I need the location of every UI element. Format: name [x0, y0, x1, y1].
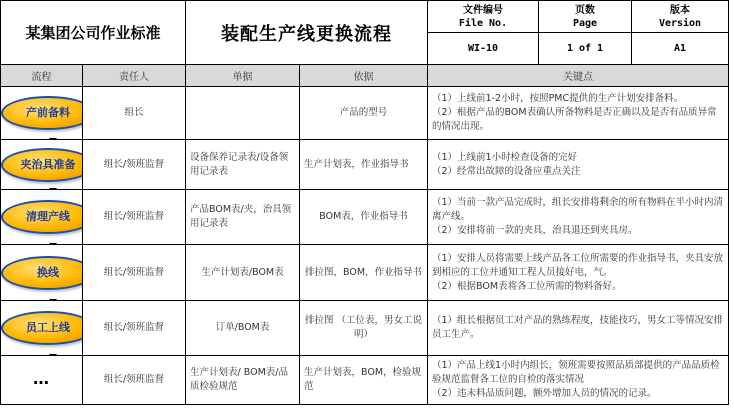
document-title: 装配生产线更换流程 — [186, 1, 428, 65]
version-value: A1 — [632, 33, 729, 65]
column-header-row — [1, 65, 729, 87]
basis-cell: 产品的型号 — [300, 87, 428, 140]
basis-cell: 排拉图 （工位表，男女工说明） — [300, 301, 428, 356]
col-header-documents: 单据 — [186, 65, 300, 87]
table-row — [1, 87, 729, 140]
flow-step-oval: 员工上线 — [1, 311, 83, 345]
flow-step-cell — [1, 356, 83, 405]
header-row-1 — [1, 1, 729, 33]
owner-cell: 组长/领班监督 — [83, 356, 186, 405]
flow-step-cell — [1, 245, 83, 301]
keypoints-cell — [428, 356, 729, 405]
flow-step-oval: 夹治具准备 — [1, 148, 83, 182]
flow-step-oval: 清理产线 — [1, 200, 83, 234]
keypoints-cell — [428, 245, 729, 301]
keypoint: （2）安排将前一款的夹具，治具退还到夹具房。 — [432, 225, 638, 236]
keypoint: （2）违未料品质问题，额外增加人员的情况的记录。 — [432, 388, 657, 399]
keypoint: （1）安排人员将需要上线产品各工位所需要的作业指导书，夹具安放到相应的工位并通知工程人员接好电，气。 — [432, 252, 724, 278]
company-name: 某集团公司作业标准 — [1, 1, 186, 65]
keypoint: （1）当前一款产品完成时，组长安排将剩余的所有物料在半小时内清离产线。 — [432, 197, 724, 222]
basis-cell: 生产计划表，BOM，检验规范 — [300, 356, 428, 405]
basis-cell: BOM表，作业指导书 — [300, 190, 428, 245]
file-no-label-cn: 文件编号 — [463, 4, 504, 16]
basis-cell: 生产计划表，作业指导书 — [300, 140, 428, 190]
keypoint: （1）组长根据员工对产品的熟练程度，技能技巧，男女工等情况安排员工生产。 — [432, 315, 724, 340]
col-header-owner: 责任人 — [83, 65, 186, 87]
owner-cell: 组长/领班监督 — [83, 190, 186, 245]
file-no-label — [428, 1, 539, 33]
docs-cell: 生产计划表/ BOM表/品质检验规范 — [186, 356, 300, 405]
owner-cell: 组长/领班监督 — [83, 140, 186, 190]
docs-cell: 生产计划表/BOM表 — [186, 245, 300, 301]
keypoints-cell — [428, 140, 729, 190]
version-label — [632, 1, 729, 33]
keypoint: （1）上线前1小时检查设备的完好 — [432, 151, 578, 163]
flow-step-cell — [1, 140, 83, 190]
keypoints-cell — [428, 301, 729, 356]
flow-step-oval: 换线 — [1, 256, 83, 290]
version-label-cn: 版本 — [670, 4, 691, 16]
docs-cell: 产品BOM表/夹，治具领用记录表 — [186, 190, 300, 245]
keypoint: （2）根据产品的BOM表确认所备物料是否正确以及是否有品质异常的情况出现。 — [432, 107, 717, 132]
flow-step-cell — [1, 190, 83, 245]
table-row — [1, 190, 729, 245]
owner-cell: 组长/领班监督 — [83, 301, 186, 356]
docs-cell: 订单/BOM表 — [186, 301, 300, 356]
page-value: 1 of 1 — [539, 33, 632, 65]
keypoint: （2）经常出故障的设备应重点关注 — [432, 165, 581, 177]
owner-cell: 组长 — [83, 87, 186, 140]
flow-step-cell — [1, 301, 83, 356]
file-no-value: WI-10 — [428, 33, 539, 65]
docs-cell — [186, 87, 300, 140]
keypoints-cell — [428, 87, 729, 140]
file-no-label-en: File No. — [458, 17, 508, 29]
col-header-keypoints: 关键点 — [428, 65, 729, 87]
flow-step-oval: 产前备料 — [1, 96, 83, 130]
keypoint: （2）根据BOM表将各工位所需的物料备好。 — [432, 280, 622, 292]
table-row — [1, 140, 729, 190]
col-header-basis: 依据 — [300, 65, 428, 87]
col-header-process: 流程 — [1, 65, 83, 87]
flow-step-cell — [1, 87, 83, 140]
page-label-en: Page — [572, 17, 598, 29]
flow-step-ellipsis: … — [33, 368, 50, 388]
page-label-cn: 页数 — [575, 4, 596, 16]
owner-cell: 组长/领班监督 — [83, 245, 186, 301]
keypoint: （1）产品上线1小时内组长，领班需要按照品质部提供的产品品质检验规范监督各工位的自检的落实情况 — [432, 360, 720, 385]
table-row — [1, 245, 729, 301]
basis-cell: 排拉图，BOM，作业指导书 — [300, 245, 428, 301]
docs-cell: 设备保养记录表/设备领用记录表 — [186, 140, 300, 190]
version-label-en: Version — [658, 17, 702, 29]
table-row — [1, 301, 729, 356]
keypoint: （1）上线前1-2小时，按照PMC提供的生产计划安排备料。 — [432, 93, 684, 104]
keypoints-cell — [428, 190, 729, 245]
page-label — [539, 1, 632, 33]
table-row — [1, 356, 729, 405]
